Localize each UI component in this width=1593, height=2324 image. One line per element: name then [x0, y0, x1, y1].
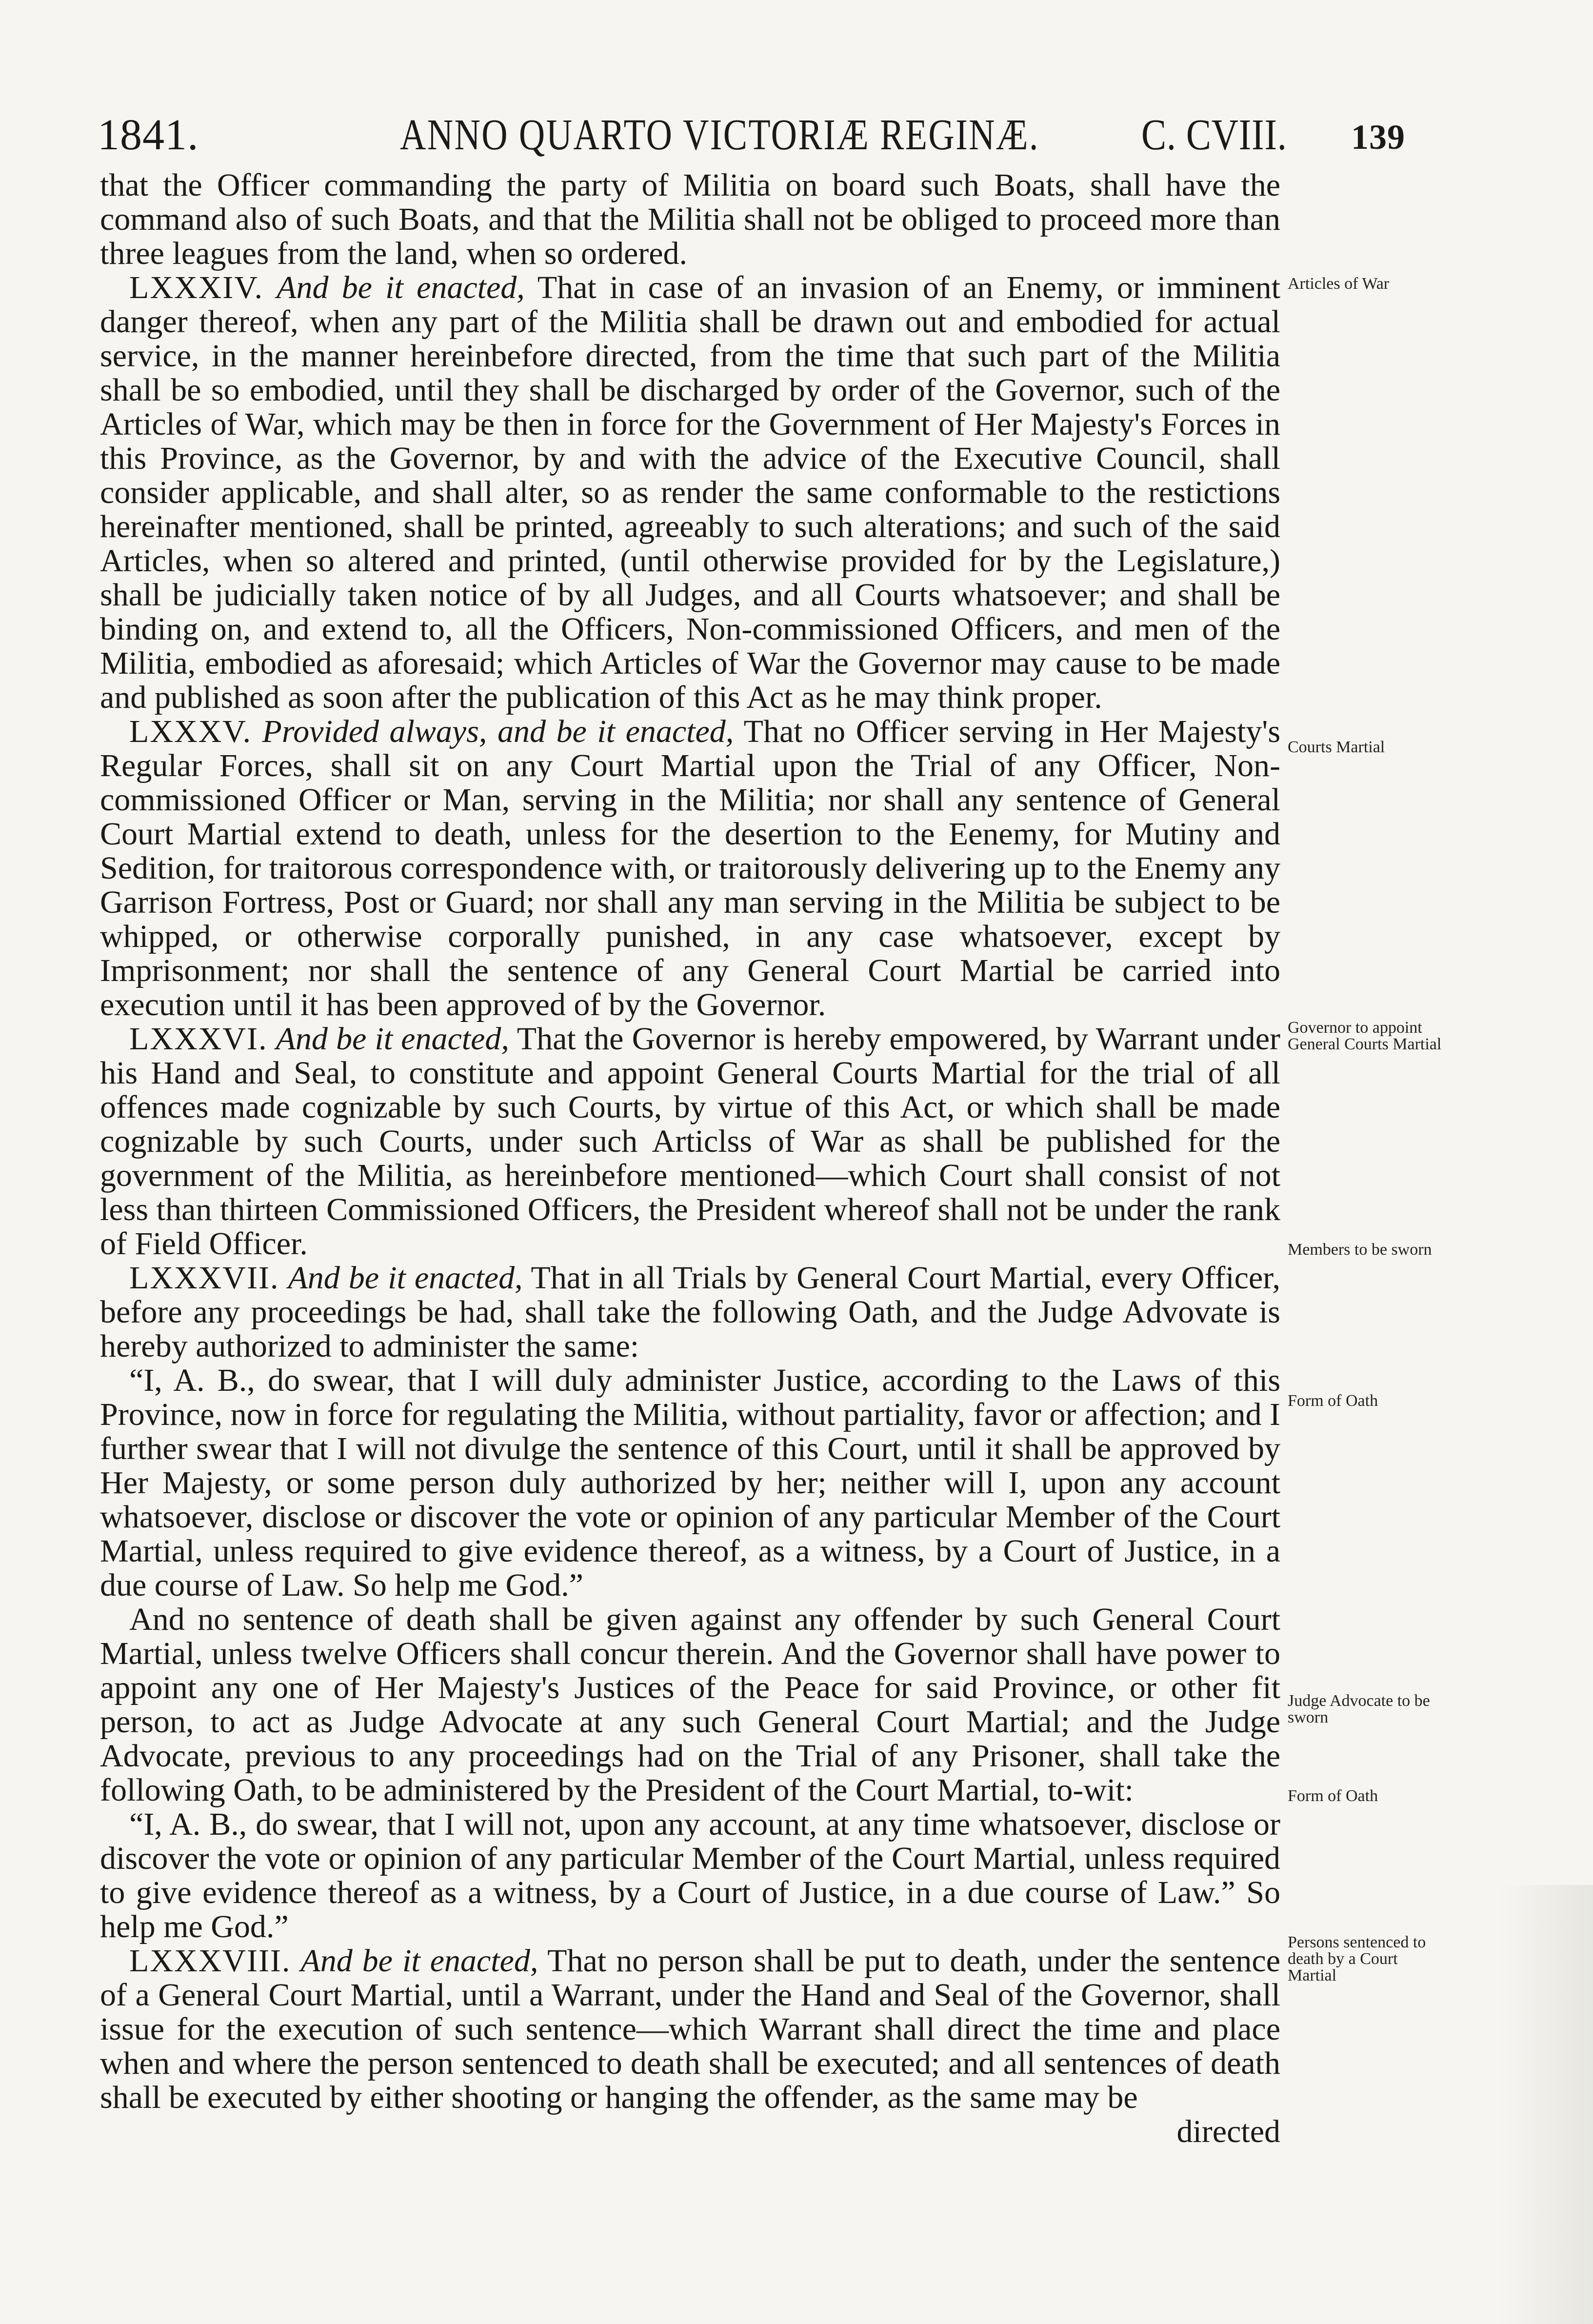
section-86: LXXXVI. And be it enacted, That the Governor is hereby empowered, by Warrant under his Hand and Seal, to constitute and appoint General Courts Martial for the trial of all offences made cognizable by such Courts, by virtue of this Act, or which shall be made cognizable by such Courts, under such Articlss of War as shall be published for the government of the Militia, as hereinbefore mentioned—which Court shall consist of not less than thirteen Commissioned Officers, the President whereof shall not be under the rank of Field Officer. [100, 1021, 1281, 1262]
margin-note: Articles of War [1288, 275, 1390, 293]
page-number: 139 [1351, 118, 1405, 157]
section-number: LXXXVI. [129, 1021, 268, 1057]
section-84: LXXXIV. And be it enacted, That in case of an invasion of an Enemy, or imminent danger thereof, when any part of the Militia shall be drawn out and embodied for actual service, in the manner hereinbefore directed, from the time that such part of the Militia shall be so embodied, until they shall be discharged by order of the Governor, such of the Articles of War, which may be then in force for the Government of Her Majesty's Forces in this Province, as the Governor, by and with the advice of the Executive Council, shall consider applicable, and shall alter, so as render the same conformable to the restictions hereinafter mentioned, shall be printed, agreeably to such alterations; and such of the said Articles, when so altered and printed, (until otherwise provided for by the Legislature,) shall be judicially taken notice of by all Judges, and all Courts whatsoever; and shall be binding on, and extend to, all the Officers, Non-commissioned Officers, and men of the Militia, embodied as aforesaid; which Articles of War the Governor may cause to be made and published as soon after the publication of this Act as he may think proper. [100, 270, 1280, 715]
margin-note: Form of Oath [1288, 1392, 1378, 1410]
enacting-clause: And be it enacted, [276, 1021, 509, 1057]
header-chapter: C. CVIII. [1141, 111, 1287, 159]
enacting-clause: Provided always, and be it enacted, [262, 714, 734, 749]
margin-note: Members to be sworn [1288, 1241, 1432, 1259]
paragraph-continuation: that the Officer commanding the party of Militia on board such Boats, shall have the command also of such Boats, and that the Militia shall not be obliged to proceed more than three leagues from the land, when so ordered. [100, 167, 1280, 271]
margin-note: Governor to appoint General Courts Martial [1288, 1019, 1442, 1053]
header-title: ANNO QUARTO VICTORIÆ REGINÆ. [400, 111, 1039, 159]
oath-judge-advocate: “I, A. B., do swear, that I will not, upon any account, at any time whatsoever, disclose or discover the vote or opinion of any particular Member of the Court Martial, unless required to give evidence thereof as a witness, by a Court of Justice, in a due course of Law.” So help me God.” [100, 1806, 1280, 1944]
margin-note: Judge Advocate to be sworn [1288, 1692, 1430, 1726]
enacting-clause: And be it enacted, [288, 1260, 523, 1296]
enacting-clause: And be it enacted, [300, 1943, 538, 1979]
body-text [100, 168, 1280, 2149]
section-87: LXXXVII. And be it enacted, That in all Trials by General Court Martial, every Officer, before any proceedings be had, shall take the following Oath, and the Judge Advovate is hereby authorized to administer the same: [100, 1260, 1280, 1364]
margin-note: Courts Martial [1288, 738, 1385, 756]
section-85: LXXXV. Provided always, and be it enacted, That no Officer serving in Her Majesty's Regular Forces, shall sit on any Court Martial upon the Trial of any Officer, Non-commissioned Officer or Man, serving in the Militia; nor shall any sentence of General Court Martial extend to death, unless for the desertion to the Eenemy, for Mutiny and Sedition, for traitorous correspondence with, or traitorously delivering up to the Enemy any Garrison Fortress, Post or Guard; nor shall any man serving in the Militia be subject to be whipped, or otherwise corporally punished, in any case whatsoever, except by Imprisonment; nor shall the sentence of any General Court Martial be carried into execution until it has been approved of by the Governor. [100, 714, 1281, 1022]
section-number: LXXXVIII. [129, 1943, 291, 1979]
section-number: LXXXVII. [129, 1260, 279, 1296]
margin-note: Persons sentenced to death by a Court Martial [1288, 1933, 1426, 1984]
paragraph-judge-advocate: And no sentence of death shall be given against any offender by such General Court Martial, unless twelve Officers shall concur therein. And the Governor shall have power to appoint any one of Her Majesty's Justices of the Peace for said Province, or other fit person, to act as Judge Advocate at any such General Court Martial; and the Judge Advocate, previous to any proceedings had on the Trial of any Prisoner, shall take the following Oath, to be administered by the President of the Court Martial, to-wit: [100, 1602, 1280, 1808]
section-88: LXXXVIII. And be it enacted, That no person shall be put to death, under the sentence of a General Court Martial, until a Warrant, under the Hand and Seal of the Governor, shall issue for the execution of such sentence—which Warrant shall direct the time and place when and where the person sentenced to death shall be executed; and all sentences of death shall be executed by either shooting or hanging the offender, as the same may be [100, 1943, 1280, 2115]
oath-officers: “I, A. B., do swear, that I will duly administer Justice, according to the Laws of this Province, now in force for regulating the Militia, without partiality, favor or affection; and I further swear that I will not divulge the sentence of this Court, until it shall be approved by Her Majesty, or some person duly authorized by her; neither will I, upon any account whatsoever, disclose or discover the vote or opinion of any particular Member of the Court Martial, unless required to give evidence thereof, as a witness, by a Court of Justice, in a due course of Law. So help me God.” [100, 1362, 1280, 1603]
section-number: LXXXIV. [129, 270, 263, 305]
section-number: LXXXV. [129, 714, 252, 749]
enacting-clause: And be it enacted, [277, 270, 525, 305]
running-header [98, 108, 1454, 167]
paper-stain [1500, 1885, 1593, 2324]
catchword: directed [1176, 2114, 1280, 2149]
header-year: 1841. [98, 111, 199, 159]
margin-note: Form of Oath [1288, 1787, 1378, 1805]
